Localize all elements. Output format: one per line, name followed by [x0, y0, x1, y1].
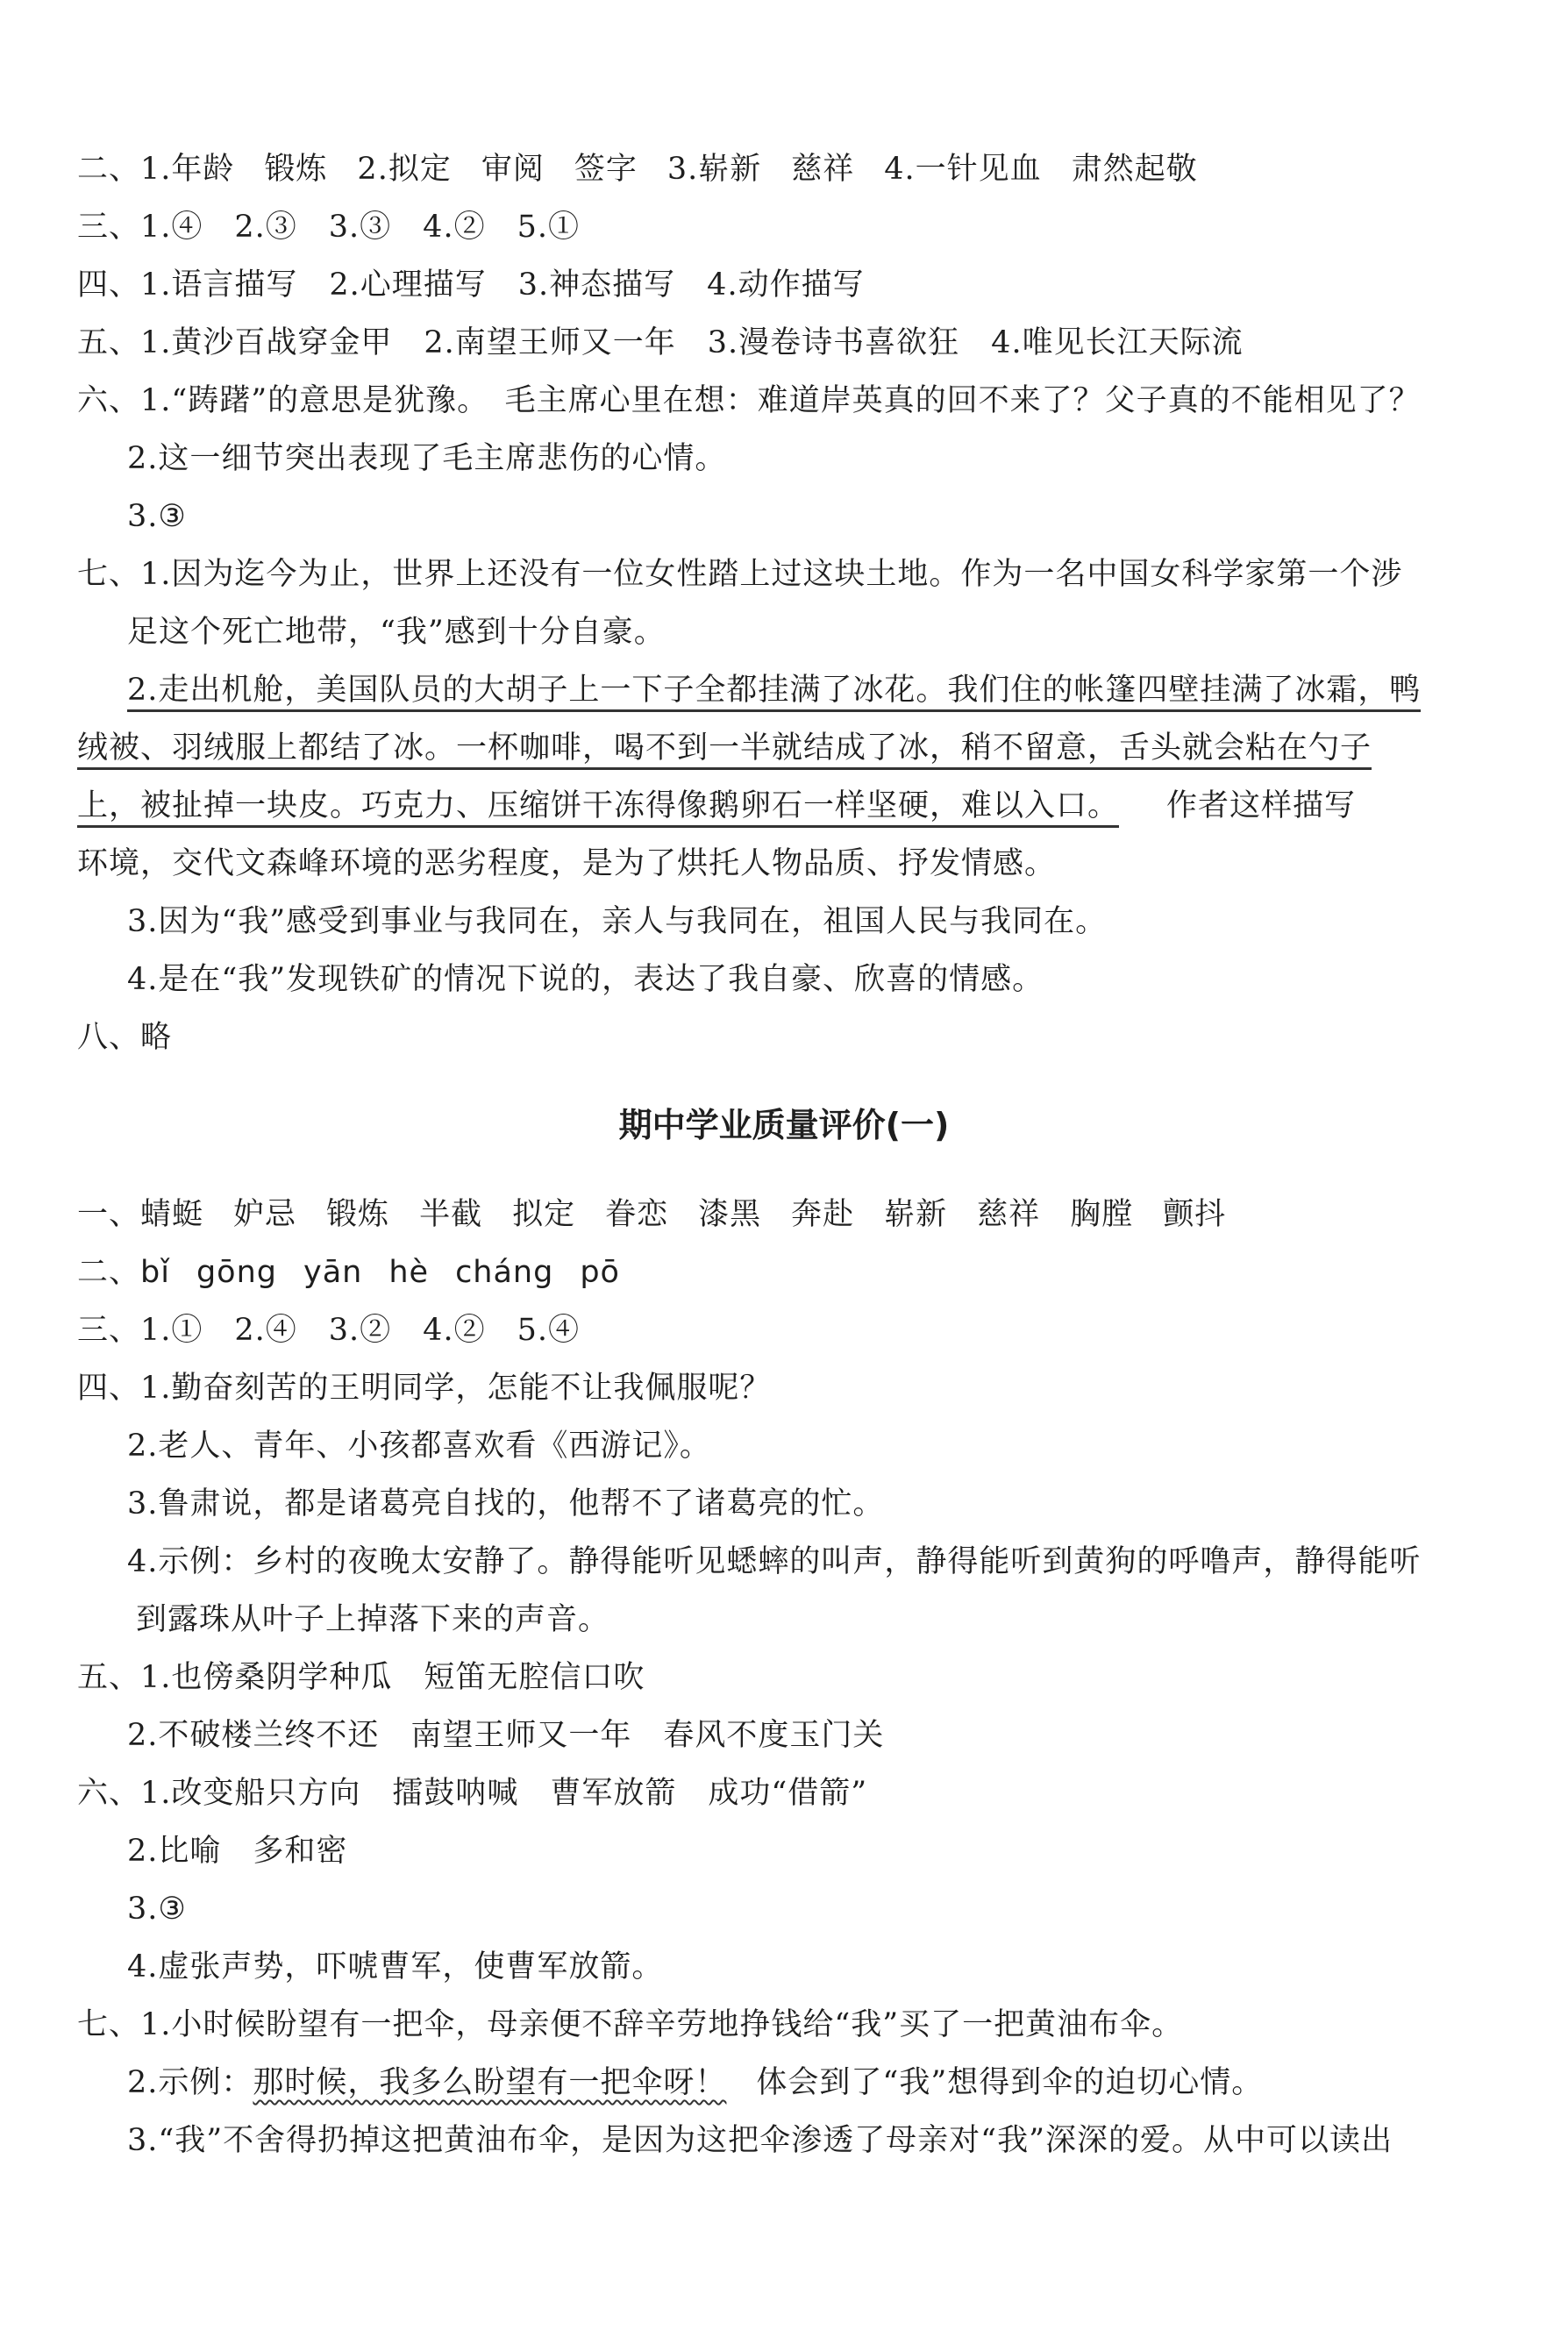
vocab-word: 慈祥	[977, 1197, 1041, 1232]
answer-line-si-1: 四、1.勤奋刻苦的王明同学，怎能不让我佩服呢？	[77, 1371, 772, 1406]
answer-line-qi-2c: 上，被扯掉一块皮。巧克力、压缩饼干冻得像鹅卵石一样坚硬，难以入口。 作者这样描写	[77, 786, 1491, 826]
answer-line-liu-1: 六、1.“踌躇”的意思是犹豫。 毛主席心里在想：难道岸英真的回不来了？父子真的不能相见了？	[77, 383, 1421, 418]
answer-line-si-3: 3.鲁肃说，都是诸葛亮自找的，他帮不了诸葛亮的忙。	[127, 1486, 885, 1521]
wavy-underlined-text: 那时候，我多么盼望有一把伞呀！	[253, 2065, 727, 2100]
answer-line-liu-3: 3.③	[127, 499, 187, 534]
vocab-word: 奔赴	[791, 1197, 855, 1232]
vocab-word: 蜻蜓	[140, 1197, 204, 1232]
answer-line-si-4b: 到露珠从叶子上掉落下来的声音。	[136, 1602, 610, 1637]
answer-line-qi-b-1: 七、1.小时候盼望有一把伞，母亲便不辞辛劳地挣钱给“我”买了一把黄油布伞。	[77, 2007, 1184, 2042]
vocab-word: 锻炼	[326, 1197, 390, 1232]
pinyin-item: yān	[303, 1255, 363, 1290]
answer-line-qi-1a: 七、1.因为迄今为止，世界上还没有一位女性踏上过这块土地。作为一名中国女科学家第一个涉	[77, 557, 1403, 592]
answer-line-san: 三、1.④ 2.③ 3.③ 4.② 5.①	[77, 210, 580, 245]
vocab-word: 半截	[419, 1197, 483, 1232]
underlined-text: 上，被扯掉一块皮。巧克力、压缩饼干冻得像鹅卵石一样坚硬，难以入口。	[77, 788, 1119, 828]
answer-line-er-pinyin: 二、bǐ gōng yān hè cháng pō	[77, 1255, 620, 1290]
answer-line-wu-2: 2.不破楼兰终不还 南望王师又一年 春风不度玉门关	[127, 1718, 885, 1753]
section-title: 期中学业质量评价(一)	[618, 1106, 950, 1144]
vocab-word: 拟定	[512, 1197, 576, 1232]
answer-line-qi-4: 4.是在“我”发现铁矿的情况下说的，表达了我自豪、欣喜的情感。	[127, 962, 1044, 997]
answer-line-qi-b-2: 2.示例：那时候，我多么盼望有一把伞呀！ 体会到了“我”想得到伞的迫切心情。	[127, 2065, 1264, 2100]
vocab-word: 崭新	[884, 1197, 948, 1232]
vocab-word: 漆黑	[698, 1197, 762, 1232]
answer-line-yi: 一、蜻蜓 妒忌 锻炼 半截 拟定 眷恋 漆黑 奔赴 崭新 慈祥 胸膛 颤抖	[77, 1197, 1227, 1232]
answer-line-liu-2: 2.这一细节突出表现了毛主席悲伤的心情。	[127, 441, 727, 476]
answer-line-qi-2d: 环境，交代文森峰环境的恶劣程度，是为了烘托人物品质、抒发情感。	[77, 846, 1057, 881]
pinyin-item: cháng	[455, 1255, 554, 1290]
vocab-word: 妒忌	[233, 1197, 297, 1232]
vocab-word: 颤抖	[1163, 1197, 1227, 1232]
underlined-text: 2.走出机舱，美国队员的大胡子上一下子全都挂满了冰花。我们住的帐篷四壁挂满了冰霜，鸭	[127, 673, 1421, 712]
answer-line-qi-2a	[127, 670, 1491, 710]
answer-line-si-4a: 4.示例：乡村的夜晚太安静了。静得能听见蟋蟀的叫声，静得能听到黄狗的呼噜声，静得能听	[127, 1544, 1422, 1579]
answer-line-qi-2b	[77, 728, 1491, 768]
answer-line-qi-b-3: 3.“我”不舍得扔掉这把黄油布伞，是因为这把伞渗透了母亲对“我”深深的爱。从中可以读出	[127, 2123, 1393, 2158]
answer-line-si-2: 2.老人、青年、小孩都喜欢看《西游记》。	[127, 1429, 711, 1464]
underlined-text: 绒被、羽绒服上都结了冰。一杯咖啡，喝不到一半就结成了冰，稍不留意，舌头就会粘在勺子	[77, 730, 1372, 770]
answer-line-liu-b-3: 3.③	[127, 1892, 187, 1927]
vocab-word: 胸膛	[1070, 1197, 1134, 1232]
vocab-word: 眷恋	[605, 1197, 669, 1232]
pinyin-item: bǐ	[140, 1255, 170, 1290]
pinyin-item: gōng	[196, 1255, 277, 1290]
answer-line-wu: 五、1.黄沙百战穿金甲 2.南望王师又一年 3.漫卷诗书喜欲狂 4.唯见长江天际流	[77, 325, 1244, 360]
answer-line-qi-1b: 足这个死亡地带，“我”感到十分自豪。	[127, 615, 666, 650]
answer-line-liu-b-1: 六、1.改变船只方向 擂鼓呐喊 曹军放箭 成功“借箭”	[77, 1776, 868, 1811]
answer-line-er: 二、1.年龄 锻炼 2.拟定 审阅 签字 3.崭新 慈祥 4.一针见血 肃然起敬	[77, 152, 1198, 187]
answer-line-si: 四、1.语言描写 2.心理描写 3.神态描写 4.动作描写	[77, 267, 865, 303]
answer-line-liu-b-4: 4.虚张声势，吓唬曹军，使曹军放箭。	[127, 1949, 664, 1984]
pinyin-item: pō	[580, 1255, 620, 1290]
answer-line-qi-3: 3.因为“我”感受到事业与我同在，亲人与我同在，祖国人民与我同在。	[127, 904, 1108, 939]
answer-line-ba: 八、略	[77, 1020, 173, 1055]
answer-line-liu-b-2: 2.比喻 多和密	[127, 1834, 348, 1869]
answer-line-san-b: 三、1.① 2.④ 3.② 4.② 5.④	[77, 1313, 580, 1348]
pinyin-item: hè	[388, 1255, 430, 1290]
answer-line-wu-1: 五、1.也傍桑阴学种瓜 短笛无腔信口吹	[77, 1660, 645, 1695]
